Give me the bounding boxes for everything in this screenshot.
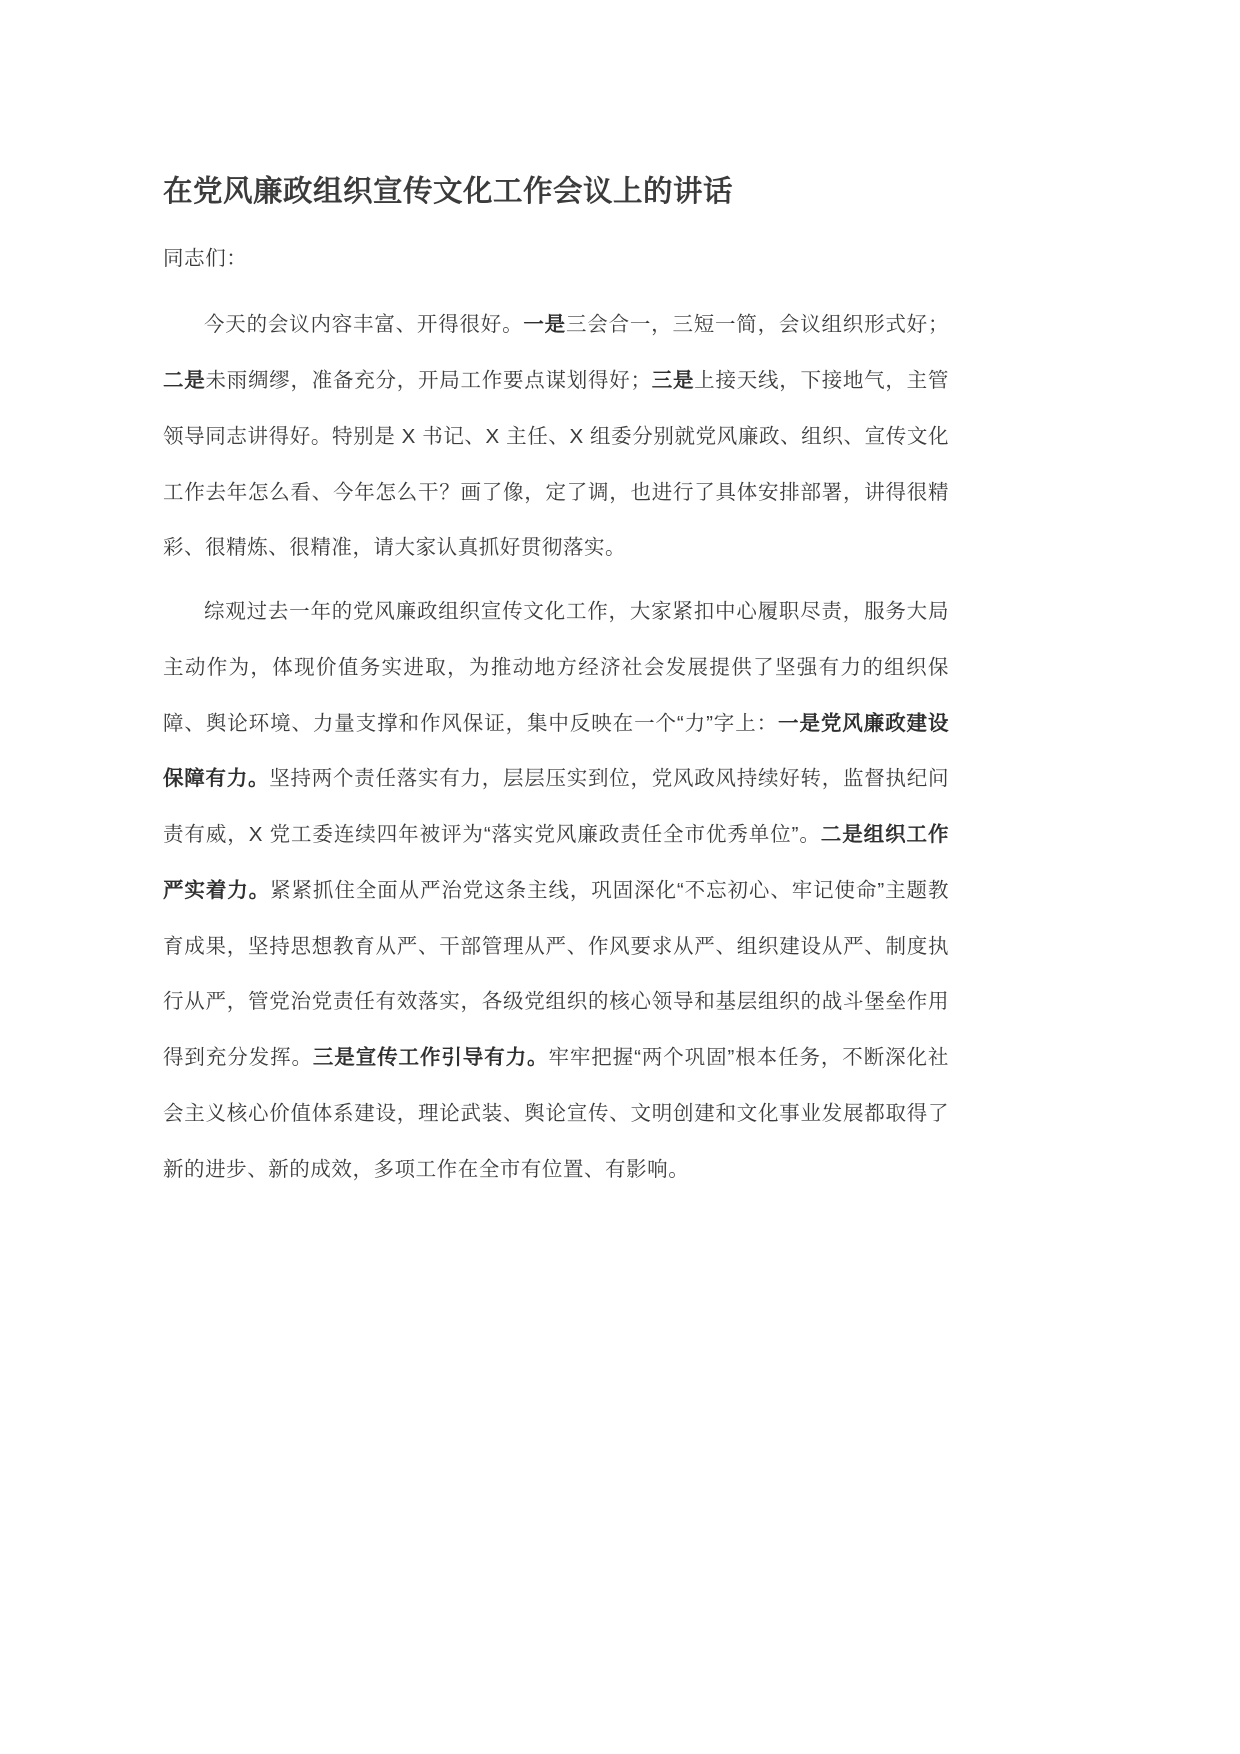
text-run: 牢牢把握“两个巩固”根本任务，不断深化社会主义核心价值体系建设，理论武装、舆论宣传、文明创建和文化事业发展都取得了新的进步、新的成效，多项工作在全市有位置、有影响。 xyxy=(163,1046,949,1181)
text-run: 三会合一，三短一简，会议组织形式好； xyxy=(565,313,950,337)
paragraph-1 xyxy=(163,297,949,576)
emphasis-run: 三是 xyxy=(651,369,695,392)
emphasis-run: 一是 xyxy=(523,313,566,337)
text-run: 坚持两个责任落实有力，层层压实到位，党风政风持续好转，监督执纪问责有威，X 党工委连续四年被评为“落实党风廉政责任全市优秀单位”。 xyxy=(163,767,949,846)
emphasis-run: 二是 xyxy=(163,369,206,392)
paragraph-2 xyxy=(163,584,949,1197)
emphasis-run: 一是党风廉政建设保障有力。 xyxy=(163,711,949,791)
page-title: 在党风廉政组织宣传文化工作会议上的讲话 xyxy=(163,175,734,208)
text-run: 上接天线，下接地气，主管领导同志讲得好。特别是 X 书记、X 主任、X 组委分别就党风廉政、组织、宣传文化工作去年怎么看、今年怎么干？画了像，定了调，也进行了具体安排部署，讲得很精彩、很精炼、很精准，请大家认真抓好贯彻落实。 xyxy=(163,369,949,560)
text-run: 紧紧抓住全面从严治党这条主线，巩固深化“不忘初心、牢记使命”主题教育成果，坚持思想教育从严、干部管理从严、作风要求从严、组织建设从严、制度执行从严，管党治党责任有效落实，各级党组织的核心领导和基层组织的战斗堡垒作用得到充分发挥。 xyxy=(163,878,950,1069)
text-run: 综观过去一年的党风廉政组织宣传文化工作，大家紧扣中心履职尽责，服务大局主动作为，体现价值务实进取，为推动地方经济社会发展提供了坚强有力的组织保障、舆论环境、力量支撑和作风保证，集中反映在一个“力”字上： xyxy=(163,600,949,735)
emphasis-run: 三是宣传工作引导有力。 xyxy=(312,1046,549,1069)
emphasis-run: 二是组织工作严实着力。 xyxy=(163,823,949,902)
document-body xyxy=(163,170,949,1205)
text-run: 未雨绸缪，准备充分，开局工作要点谋划得好； xyxy=(205,369,652,392)
text-run: 今天的会议内容丰富、开得很好。 xyxy=(204,313,524,337)
salutation: 同志们： xyxy=(163,247,248,271)
